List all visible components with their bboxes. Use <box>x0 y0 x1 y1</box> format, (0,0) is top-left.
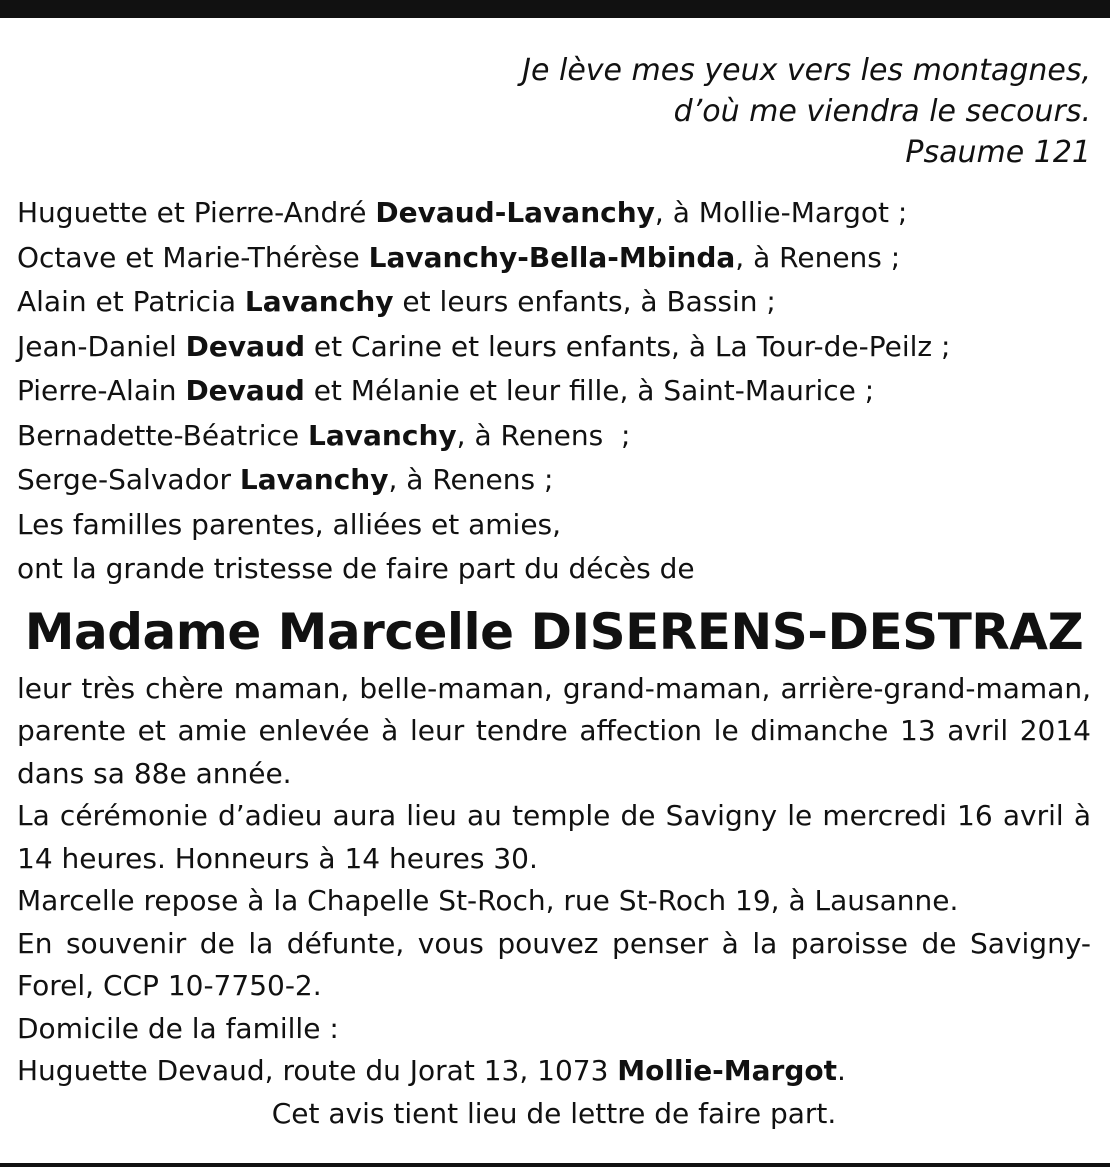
closing-note: Cet avis tient lieu de lettre de faire part. <box>271 1096 837 1130</box>
relative-family-name: Lavanchy-Bella-Mbinda <box>368 240 736 274</box>
relative-given-names: Huguette et Pierre-André <box>17 196 376 229</box>
announcement-line: ont la grande tristesse de faire part du décès de <box>17 552 695 585</box>
relative-line <box>17 280 1091 325</box>
relative-given-names: Jean-Daniel <box>17 329 186 363</box>
relative-given-names: Octave et Marie-Thérèse <box>17 240 369 274</box>
psalm-verse <box>17 50 1091 173</box>
relative-family-name: Devaud <box>185 374 305 407</box>
relative-location: , à Mollie-Margot ; <box>654 196 908 229</box>
relative-family-name: Lavanchy <box>244 285 394 318</box>
domicile-street: Huguette Devaud, route du Jorat 13, 1073 <box>17 1054 618 1087</box>
verse-line-2: d’où me viendra le secours. <box>673 94 1091 129</box>
families-line: Les familles parentes, alliées et amies, <box>17 507 562 541</box>
relative-line <box>17 236 1091 281</box>
relative-line <box>17 458 1091 503</box>
rest-place-paragraph: Marcelle repose à la Chapelle St-Roch, rue St-Roch 19, à Lausanne. <box>17 884 959 917</box>
relative-location: , à Renens ; <box>456 418 631 452</box>
tribute-paragraph: leur très chère maman, belle-maman, grand-maman, arrière-grand-maman, parente et amie enlevée à leur tendre affection le dimanche 13 avril 2014 dans sa 88e année. <box>17 671 1091 790</box>
domicile-period: . <box>837 1054 846 1087</box>
relative-given-names: Bernadette-Béatrice <box>17 418 309 452</box>
ceremony-paragraph: La cérémonie d’adieu aura lieu au temple de Savigny le mercredi 16 avril à 14 heures. Honneurs à 14 heures 30. <box>17 799 1091 875</box>
notice-body <box>17 668 1091 1136</box>
relative-location: , à Renens ; <box>388 463 554 496</box>
relative-given-names: Alain et Patricia <box>17 285 245 318</box>
domicile-label: Domicile de la famille : <box>17 1011 339 1045</box>
relative-location: et leurs enfants, à Bassin ; <box>393 285 776 318</box>
relative-given-names: Serge-Salvador <box>17 463 240 496</box>
relative-location: et Carine et leurs enfants, à La Tour-de-Peilz ; <box>305 329 951 363</box>
top-border-rule <box>0 0 1110 18</box>
donation-paragraph: En souvenir de la défunte, vous pouvez penser à la paroisse de Savigny-Forel, CCP 10-7750-2. <box>17 926 1091 1002</box>
relative-family-name: Lavanchy <box>239 463 389 496</box>
domicile-locality: Mollie-Margot <box>617 1054 838 1087</box>
obituary-notice <box>17 50 1091 1135</box>
verse-line-1: Je lève mes yeux vers les montagnes, <box>522 53 1091 88</box>
relative-given-names: Pierre-Alain <box>17 374 186 407</box>
relative-family-name: Devaud <box>185 329 306 363</box>
relative-family-name: Devaud-Lavanchy <box>375 196 655 229</box>
verse-reference: Psaume 121 <box>905 135 1091 170</box>
relative-line <box>17 325 1091 370</box>
deceased-name: Madame Marcelle DISERENS-DESTRAZ <box>24 602 1084 661</box>
relative-location: et Mélanie et leur fille, à Saint-Maurice ; <box>304 374 875 407</box>
relative-line <box>17 369 1091 414</box>
bottom-border-rule <box>0 1163 1110 1167</box>
relative-line <box>17 191 1091 236</box>
domicile-address <box>17 1050 1091 1093</box>
relatives-list <box>17 191 1091 592</box>
relative-location: , à Renens ; <box>735 240 901 274</box>
relative-line <box>17 414 1091 459</box>
relative-family-name: Lavanchy <box>308 418 457 452</box>
